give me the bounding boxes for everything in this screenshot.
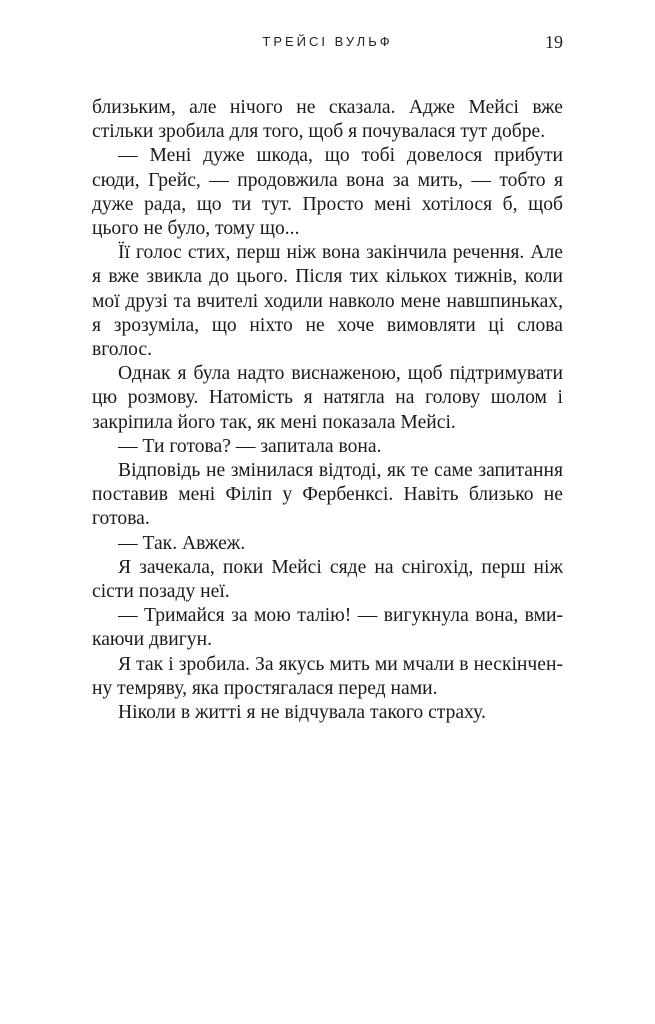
paragraph: — Мені дуже шкода, що тобі довелося прибути сюди, Грейс, — продовжила вона за мить, — тобто я дуже рада, що ти тут. Просто мені хотілося б, щоб цього не було, тому що... bbox=[92, 145, 563, 240]
paragraph: — Так. Авжеж. bbox=[118, 532, 246, 554]
paragraph: Відповідь не змінилася відтоді, як те саме запитання поставив мені Філіп у Фербенксі. Навіть близько не готова. bbox=[92, 460, 563, 530]
paragraph: Я так і зробила. За якусь мить ми мчали в нескінченну темряву, яка простягалася перед нами. bbox=[92, 653, 563, 699]
paragraph: Однак я була надто виснаженою, щоб підтримувати цю розмову. Натомість я натягла на голову шолом і закріпила його так, як мені показала Мейсі. bbox=[92, 363, 563, 433]
paragraph: Я зачекала, поки Мейсі сяде на снігохід, перш ніж сісти позаду неї. bbox=[92, 556, 563, 603]
paragraph: Її голос стих, перш ніж вона закінчила речення. Але я вже звикла до цього. Після тих кількох тижнів, коли мої друзі та вчителі ходили навколо мене навшпиньках, я зрозуміла, що ніхто не хоче вимовляти ці слова вголос. bbox=[92, 242, 563, 361]
paragraph: — Ти готова? — запитала вона. bbox=[118, 435, 382, 457]
paragraph: — Тримайся за мою талію! — вигукнула вона, вмикаючи двигун. bbox=[92, 605, 563, 651]
paragraph: близьким, але нічого не сказала. Адже Мейсі вже стільки зробила для того, щоб я почувалася тут добре. bbox=[92, 97, 563, 143]
running-title-author: ТРЕЙСІ ВУЛЬФ bbox=[262, 34, 393, 49]
body-text bbox=[92, 96, 563, 725]
paragraph: Ніколи в житті я не відчувала такого страху. bbox=[118, 702, 486, 724]
running-header bbox=[0, 34, 655, 58]
page-number: 19 bbox=[545, 32, 563, 52]
